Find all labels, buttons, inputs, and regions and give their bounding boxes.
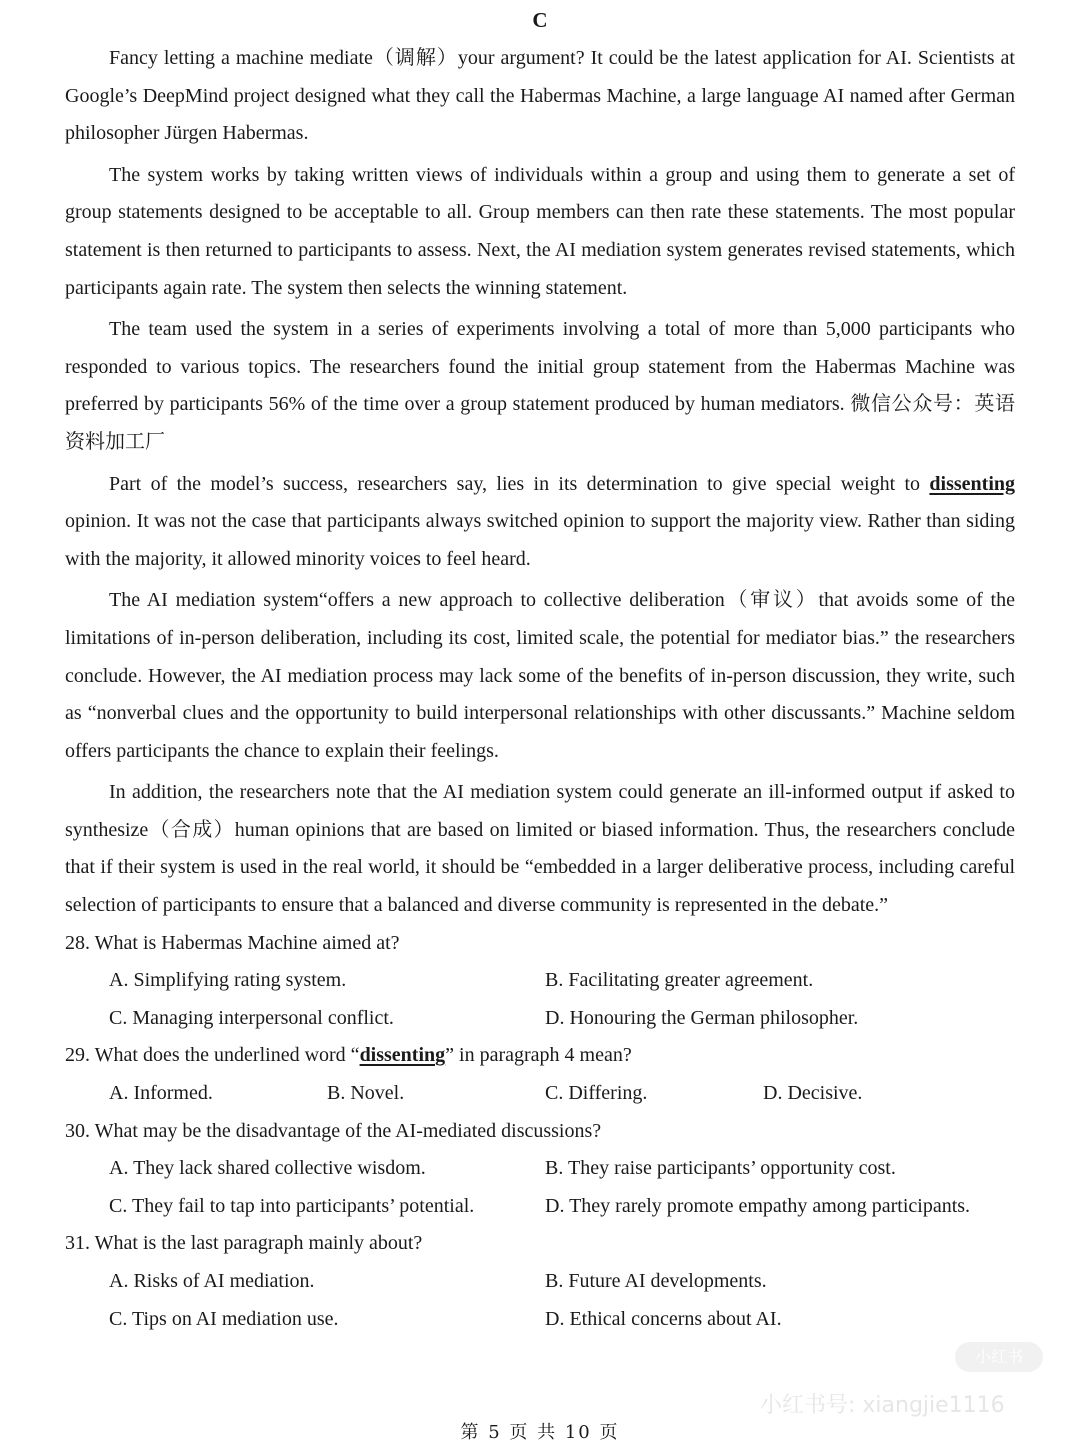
question-stem: [65, 1037, 1015, 1075]
option-a: A. They lack shared collective wisdom.: [109, 1157, 426, 1180]
option-c: C. Tips on AI mediation use.: [109, 1307, 339, 1330]
exam-page: [65, 6, 1015, 1338]
option-d: D. Ethical concerns about AI.: [545, 1307, 782, 1330]
paragraph-4: [65, 466, 1015, 579]
question-stem: 28. What is Habermas Machine aimed at?: [65, 931, 400, 954]
options-row: [65, 1150, 1015, 1188]
section-letter: C: [532, 8, 548, 32]
question-29: [65, 1037, 1015, 1112]
paragraph-4-text-before: Part of the model’s success, researchers say, lies in its determination to give special weight to: [109, 472, 930, 495]
option-a: A. Informed.: [109, 1082, 213, 1105]
options-row: [65, 1075, 1015, 1113]
options-row: [65, 962, 1015, 1000]
option-a: A. Risks of AI mediation.: [109, 1270, 315, 1292]
paragraph-2: The system works by taking written views of individuals within a group and using them to generate a set of group statements designed to be acceptable to all. Group members can then rate these statements. The most popular statement is then returned to participants to assess. Next, the AI mediation system generates revised statements, which participants again rate. The system then selects the winning statement.: [65, 163, 1015, 299]
paragraph-5: The AI mediation system“offers a new approach to collective deliberation（审议）that avoids some of the limitations of in-person deliberation, including its cost, limited scale, the potential for mediator bias.” the researchers conclude. However, the AI mediation process may lack some of the benefits of in-person discussion, they write, such as “nonverbal clues and the opportunity to build interpersonal relationships with other discussants.” Machine seldom offers participants the chance to explain their feelings.: [65, 589, 1015, 762]
question-list: [65, 925, 1015, 1339]
paragraph-4-text-after: opinion. It was not the case that participants always switched opinion to support the majority view. Rather than siding with the majority, it allowed minority voices to feel heard.: [65, 510, 1015, 570]
option-d: D. Honouring the German philosopher.: [545, 1006, 859, 1029]
option-c: C. Differing.: [545, 1082, 648, 1105]
paragraph-6: In addition, the researchers note that the AI mediation system could generate an ill-informed output if asked to synthesize（合成）human opinions that are based on limited or biased information. Thus, the researchers conclude that if their system is used in the real world, it should be “embedded in a larger deliberative process, including careful selection of participants to ensure that a balanced and diverse community is represented in the debate.”: [65, 781, 1015, 917]
option-c: C. Managing interpersonal conflict.: [109, 1006, 394, 1029]
options-row: [65, 1301, 1015, 1339]
option-a: A. Simplifying rating system.: [109, 969, 347, 992]
options-row: [65, 1263, 1015, 1301]
options-row: [65, 1000, 1015, 1038]
stem-text-before: 29. What does the underlined word “: [65, 1044, 360, 1067]
option-b: B. Facilitating greater agreement.: [545, 969, 814, 992]
paragraph-3: The team used the system in a series of experiments involving a total of more than 5,000 participants who responded to various topics. The researchers found the initial group statement from the Habermas Machine was preferred by participants 56% of the time over a group statement produced by human mediators. 微信公众号：英语资料加工厂: [65, 318, 1015, 453]
question-stem: 31. What is the last paragraph mainly about?: [65, 1232, 423, 1255]
underlined-word: dissenting: [359, 1044, 446, 1067]
option-b: B. Future AI developments.: [545, 1270, 767, 1292]
question-30: [65, 1113, 1015, 1226]
page-number: 第 5 页 共 10 页: [460, 1422, 620, 1443]
stem-text-after: ” in paragraph 4 mean?: [445, 1044, 632, 1067]
question-28: [65, 925, 1015, 1038]
question-stem: 30. What may be the disadvantage of the AI-mediated discussions?: [65, 1119, 602, 1142]
question-31: [65, 1225, 1015, 1338]
watermark-text: 小红书号: xiangjie1116: [760, 1393, 1005, 1418]
watermark-badge: 小红书: [955, 1342, 1043, 1372]
option-b: B. They raise participants’ opportunity cost.: [545, 1157, 896, 1180]
underlined-word: dissenting: [929, 472, 1015, 495]
options-row: [65, 1188, 1015, 1226]
option-d: D. They rarely promote empathy among participants.: [545, 1194, 971, 1217]
option-b: B. Novel.: [327, 1082, 405, 1105]
paragraph-1: Fancy letting a machine mediate（调解）your argument? It could be the latest application for AI. Scientists at Google’s DeepMind project designed what they call the Habermas Machine, a large language AI named after German philosopher Jürgen Habermas.: [65, 47, 1015, 145]
option-c: C. They fail to tap into participants’ potential.: [109, 1194, 475, 1217]
option-d: D. Decisive.: [763, 1082, 863, 1105]
